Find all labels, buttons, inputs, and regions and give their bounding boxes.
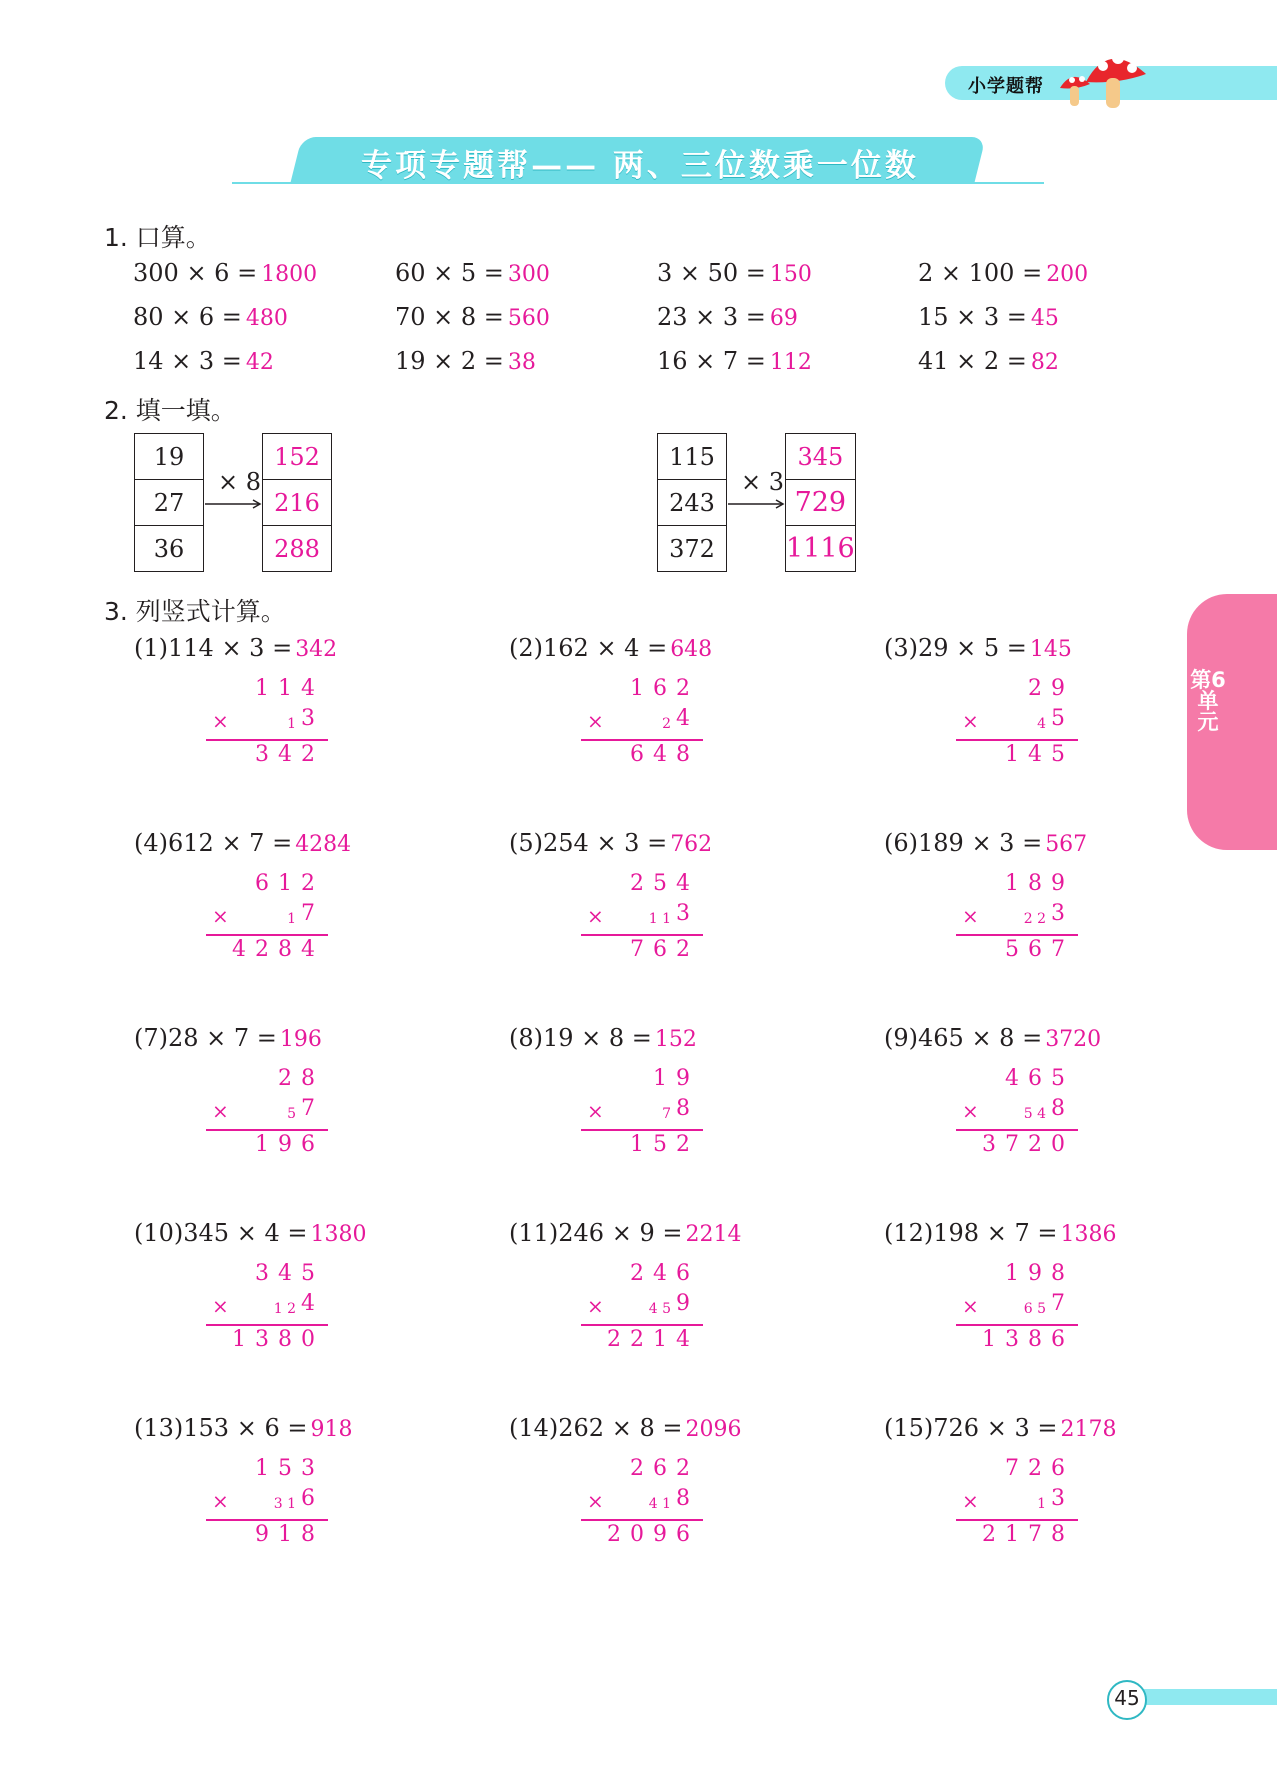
carry-digits: 6 5 — [1023, 1301, 1046, 1317]
problem-number: (1) — [134, 634, 168, 662]
table-cell: 152 — [263, 434, 332, 480]
oral-answer: 38 — [507, 350, 536, 375]
product: 2214 — [607, 1327, 699, 1352]
problem-answer: 918 — [310, 1417, 353, 1442]
table-cell: 288 — [263, 526, 332, 572]
carry-digits: 4 — [1037, 716, 1046, 732]
problem-question: 189 × 3 = — [918, 829, 1043, 857]
multiplicand: 114 — [255, 676, 324, 701]
times-sign: × — [962, 709, 979, 733]
vertical-rule — [206, 1129, 328, 1131]
times-sign: × — [587, 1099, 604, 1123]
carry-digits: 5 — [287, 1106, 296, 1122]
page-number: 45 — [1114, 1686, 1140, 1710]
problem-answer: 342 — [295, 637, 338, 662]
times-sign: × — [962, 1489, 979, 1513]
problem-statement — [884, 1024, 1101, 1052]
product: 2096 — [607, 1522, 699, 1547]
problem-answer: 145 — [1029, 637, 1072, 662]
multiplicand: 726 — [1005, 1456, 1074, 1481]
operator-label: × 3 — [741, 468, 785, 496]
problem-statement — [509, 1024, 697, 1052]
oral-question: 3 × 50 = — [657, 259, 766, 287]
oral-question: 70 × 8 = — [395, 303, 504, 331]
times-sign: × — [962, 904, 979, 928]
problem-statement — [509, 829, 712, 857]
vertical-rule — [581, 739, 703, 741]
product: 342 — [255, 742, 324, 767]
banner-title: 专项专题帮—— 两、三位数乘一位数 — [361, 148, 919, 184]
table-cell: 372 — [658, 526, 727, 572]
oral-answer: 480 — [245, 306, 288, 331]
multiplier: 4 — [676, 706, 699, 731]
carry-digits: 5 4 — [1023, 1106, 1046, 1122]
multiplier: 7 — [301, 1096, 324, 1121]
multiplier: 3 — [1051, 1486, 1074, 1511]
multiplier: 3 — [1051, 901, 1074, 926]
problem-answer: 152 — [654, 1027, 697, 1052]
multiplicand: 246 — [630, 1261, 699, 1286]
table-cell: 1116 — [786, 526, 856, 572]
problem-number: (13) — [134, 1414, 184, 1442]
product: 4284 — [232, 937, 324, 962]
oral-answer: 1800 — [261, 262, 318, 287]
problem-answer: 1386 — [1060, 1222, 1117, 1247]
problem-number: (4) — [134, 829, 168, 857]
table-cell: 243 — [658, 480, 727, 526]
problem-answer: 2096 — [685, 1417, 742, 1442]
carry-digits: 3 1 — [273, 1496, 296, 1512]
problem-statement — [509, 1414, 741, 1442]
oral-question: 15 × 3 = — [918, 303, 1027, 331]
fill-table-1-inputs — [134, 433, 204, 572]
oral-answer: 82 — [1030, 350, 1059, 375]
problem-question: 114 × 3 = — [168, 634, 293, 662]
multiplier: 3 — [301, 706, 324, 731]
problem-statement — [884, 634, 1072, 662]
product: 1386 — [982, 1327, 1074, 1352]
vertical-rule — [956, 1519, 1078, 1521]
oral-question: 80 × 6 = — [133, 303, 242, 331]
oral-answer: 112 — [769, 350, 812, 375]
multiplicand: 345 — [255, 1261, 324, 1286]
problem-answer: 2214 — [685, 1222, 742, 1247]
multiplier: 3 — [676, 901, 699, 926]
table-cell: 19 — [135, 434, 204, 480]
multiplicand: 198 — [1005, 1261, 1074, 1286]
times-sign: × — [212, 1294, 229, 1318]
section-2-title: 2. 填一填。 — [104, 396, 236, 425]
problem-question: 29 × 5 = — [918, 634, 1027, 662]
problem-number: (3) — [884, 634, 918, 662]
vertical-rule — [206, 934, 328, 936]
problem-number: (12) — [884, 1219, 934, 1247]
problem-number: (5) — [509, 829, 543, 857]
oral-question: 2 × 100 = — [918, 259, 1043, 287]
problem-number: (6) — [884, 829, 918, 857]
problem-question: 726 × 3 = — [933, 1414, 1058, 1442]
oral-item — [918, 259, 1088, 287]
product: 1380 — [232, 1327, 324, 1352]
times-sign: × — [587, 1294, 604, 1318]
unit-tab-label: 第6单元 — [1190, 668, 1226, 734]
oral-answer: 200 — [1046, 262, 1089, 287]
problem-question: 612 × 7 = — [168, 829, 293, 857]
oral-answer: 150 — [769, 262, 812, 287]
multiplicand: 262 — [630, 1456, 699, 1481]
multiplicand: 153 — [255, 1456, 324, 1481]
carry-digits: 1 — [287, 716, 296, 732]
times-sign: × — [962, 1099, 979, 1123]
oral-item — [918, 347, 1059, 375]
problem-question: 19 × 8 = — [543, 1024, 652, 1052]
fill-table-2-outputs — [785, 433, 856, 572]
mushroom-icon — [1058, 44, 1148, 114]
multiplier: 8 — [676, 1096, 699, 1121]
vertical-rule — [206, 1324, 328, 1326]
product: 152 — [630, 1132, 699, 1157]
brand-label: 小学题帮 — [968, 76, 1044, 97]
section-3-title: 3. 列竖式计算。 — [104, 597, 286, 626]
problem-answer: 2178 — [1060, 1417, 1117, 1442]
problem-question: 162 × 4 = — [543, 634, 668, 662]
problem-answer: 3720 — [1045, 1027, 1102, 1052]
multiplicand: 29 — [1028, 676, 1074, 701]
problem-statement — [509, 1219, 741, 1247]
times-sign: × — [212, 1489, 229, 1513]
problem-question: 262 × 8 = — [558, 1414, 683, 1442]
vertical-rule — [956, 1129, 1078, 1131]
oral-question: 60 × 5 = — [395, 259, 504, 287]
problem-answer: 648 — [670, 637, 713, 662]
times-sign: × — [962, 1294, 979, 1318]
problem-statement — [884, 1414, 1116, 1442]
oral-answer: 42 — [245, 350, 274, 375]
problem-number: (2) — [509, 634, 543, 662]
product: 648 — [630, 742, 699, 767]
problem-answer: 4284 — [295, 832, 352, 857]
multiplier: 8 — [1051, 1096, 1074, 1121]
problem-statement — [884, 1219, 1116, 1247]
oral-item — [133, 347, 274, 375]
vertical-rule — [206, 1519, 328, 1521]
product: 567 — [1005, 937, 1074, 962]
times-sign: × — [587, 904, 604, 928]
oral-answer: 69 — [769, 306, 798, 331]
vertical-rule — [956, 1324, 1078, 1326]
oral-item — [133, 303, 288, 331]
problem-statement — [134, 634, 337, 662]
problem-question: 28 × 7 = — [168, 1024, 277, 1052]
multiplier: 8 — [676, 1486, 699, 1511]
problem-statement — [134, 829, 351, 857]
multiplier: 7 — [1051, 1291, 1074, 1316]
problem-answer: 196 — [279, 1027, 322, 1052]
fill-table-2-inputs — [657, 433, 727, 572]
problem-number: (9) — [884, 1024, 918, 1052]
oral-answer: 300 — [507, 262, 550, 287]
problem-answer: 1380 — [310, 1222, 367, 1247]
product: 918 — [255, 1522, 324, 1547]
oral-item — [657, 303, 798, 331]
times-sign: × — [212, 709, 229, 733]
multiplicand: 19 — [653, 1066, 699, 1091]
page-number-bar — [1130, 1689, 1277, 1705]
multiplier: 6 — [301, 1486, 324, 1511]
problem-question: 345 × 4 = — [183, 1219, 308, 1247]
problem-number: (10) — [134, 1219, 184, 1247]
oral-item — [657, 347, 812, 375]
times-sign: × — [587, 709, 604, 733]
oral-question: 41 × 2 = — [918, 347, 1027, 375]
vertical-rule — [206, 739, 328, 741]
carry-digits: 1 1 — [648, 911, 671, 927]
oral-item — [133, 259, 317, 287]
oral-item — [395, 347, 536, 375]
oral-item — [918, 303, 1059, 331]
oral-item — [657, 259, 812, 287]
times-sign: × — [212, 1099, 229, 1123]
problem-question: 246 × 9 = — [558, 1219, 683, 1247]
problem-statement — [134, 1219, 366, 1247]
multiplicand: 465 — [1005, 1066, 1074, 1091]
oral-item — [395, 303, 550, 331]
vertical-rule — [581, 934, 703, 936]
vertical-rule — [956, 934, 1078, 936]
problem-answer: 567 — [1045, 832, 1088, 857]
product: 3720 — [982, 1132, 1074, 1157]
multiplicand: 162 — [630, 676, 699, 701]
multiplicand: 254 — [630, 871, 699, 896]
problem-number: (15) — [884, 1414, 934, 1442]
multiplier: 7 — [301, 901, 324, 926]
carry-digits: 1 — [287, 911, 296, 927]
table-cell: 216 — [263, 480, 332, 526]
multiplier: 5 — [1051, 706, 1074, 731]
oral-answer: 45 — [1030, 306, 1059, 331]
problem-number: (11) — [509, 1219, 559, 1247]
table-cell: 27 — [135, 480, 204, 526]
carry-digits: 2 — [662, 716, 671, 732]
oral-question: 300 × 6 = — [133, 259, 258, 287]
problem-question: 153 × 6 = — [183, 1414, 308, 1442]
problem-statement — [509, 634, 712, 662]
vertical-rule — [581, 1324, 703, 1326]
multiplicand: 28 — [278, 1066, 324, 1091]
product: 762 — [630, 937, 699, 962]
fill-table-1-outputs — [262, 433, 332, 572]
oral-question: 23 × 3 = — [657, 303, 766, 331]
multiplier: 4 — [301, 1291, 324, 1316]
carry-digits: 1 2 — [273, 1301, 296, 1317]
multiplicand: 612 — [255, 871, 324, 896]
problem-question: 254 × 3 = — [543, 829, 668, 857]
product: 2178 — [982, 1522, 1074, 1547]
carry-digits: 4 5 — [648, 1301, 671, 1317]
vertical-rule — [956, 739, 1078, 741]
carry-digits: 7 — [662, 1106, 671, 1122]
carry-digits: 1 — [1037, 1496, 1046, 1512]
problem-number: (7) — [134, 1024, 168, 1052]
product: 196 — [255, 1132, 324, 1157]
oral-question: 19 × 2 = — [395, 347, 504, 375]
times-sign: × — [212, 904, 229, 928]
oral-question: 16 × 7 = — [657, 347, 766, 375]
arrow-icon — [728, 498, 786, 510]
problem-statement — [134, 1414, 352, 1442]
table-cell: 729 — [786, 480, 856, 526]
vertical-rule — [581, 1129, 703, 1131]
operator-label: × 8 — [218, 468, 262, 496]
problem-question: 465 × 8 = — [918, 1024, 1043, 1052]
table-cell: 36 — [135, 526, 204, 572]
section-1-title: 1. 口算。 — [104, 223, 211, 252]
oral-question: 14 × 3 = — [133, 347, 242, 375]
product: 145 — [1005, 742, 1074, 767]
carry-digits: 4 1 — [648, 1496, 671, 1512]
table-cell: 345 — [786, 434, 856, 480]
oral-item — [395, 259, 550, 287]
multiplier: 9 — [676, 1291, 699, 1316]
multiplicand: 189 — [1005, 871, 1074, 896]
problem-number: (14) — [509, 1414, 559, 1442]
problem-question: 198 × 7 = — [933, 1219, 1058, 1247]
problem-number: (8) — [509, 1024, 543, 1052]
times-sign: × — [587, 1489, 604, 1513]
problem-statement — [884, 829, 1087, 857]
problem-answer: 762 — [670, 832, 713, 857]
carry-digits: 2 2 — [1023, 911, 1046, 927]
table-cell: 115 — [658, 434, 727, 480]
arrow-icon — [205, 498, 263, 510]
vertical-rule — [581, 1519, 703, 1521]
problem-statement — [134, 1024, 322, 1052]
oral-answer: 560 — [507, 306, 550, 331]
